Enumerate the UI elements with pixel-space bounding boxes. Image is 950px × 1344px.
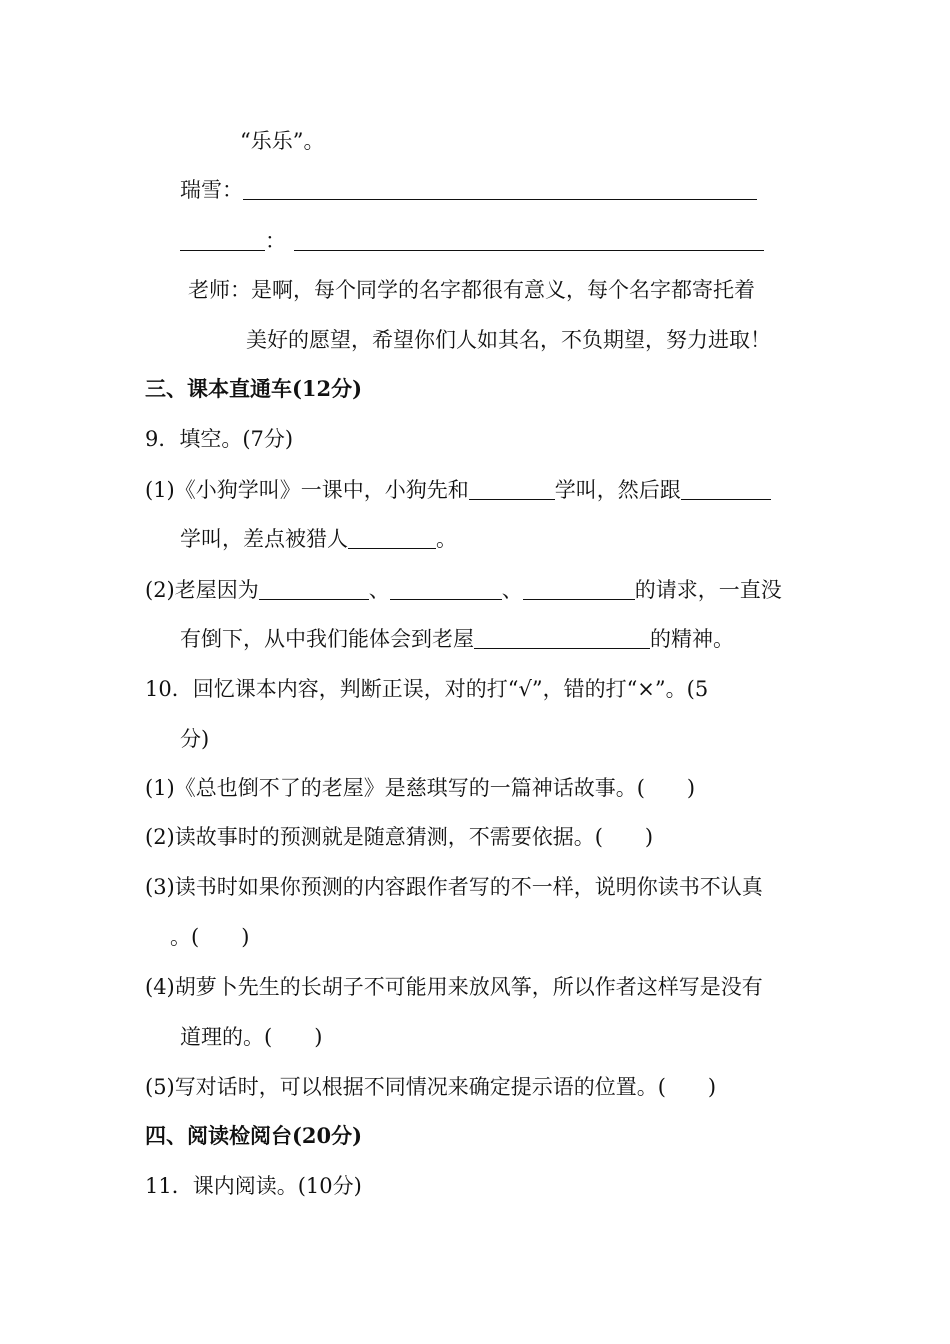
judge-item-5[interactable]: (5)写对话时，可以根据不同情况来确定提示语的位置。( ) [145,1075,717,1099]
text: 的精神。 [650,627,734,651]
q9-part1-line2 [180,524,457,554]
text: (2)老屋因为 [145,578,259,602]
text: 的请求，一直没 [634,578,782,602]
speaker2-line [180,226,764,256]
text: 学叫，然后跟 [554,478,681,502]
speaker-label: 瑞雪： [180,178,243,202]
q9-part2-line2 [180,624,734,654]
colon: ： [265,229,286,253]
fill-blank[interactable] [390,577,502,600]
fill-blank[interactable] [523,577,635,600]
teacher-line-2: 美好的愿望，希望你们人如其名，不负期望，努力进取！ [246,328,771,352]
answer-blank[interactable] [243,177,757,200]
question-10-title: 10．回忆课本内容，判断正误，对的打“√”，错的打“×”。(5 [145,677,709,701]
teacher-line-1: 老师：是啊，每个同学的名字都很有意义，每个名字都寄托着 [188,278,755,302]
speaker-name-blank[interactable] [180,228,265,251]
question-9-title: 9．填空。(7分) [145,427,294,451]
section-heading: 四、阅读检阅台(20分) [145,1123,363,1148]
ruixue-line [180,175,757,205]
answer-blank[interactable] [294,228,764,251]
fill-blank[interactable] [474,626,650,649]
q9-part2-line1 [145,575,782,605]
judge-item-4-cont[interactable]: 道理的。( ) [180,1025,323,1049]
text: (1)《小狗学叫》一课中，小狗先和 [145,478,469,502]
question-10-title-cont: 分) [180,727,210,751]
judge-item-1[interactable]: (1)《总也倒不了的老屋》是慈琪写的一篇神话故事。( ) [145,776,696,800]
text: 、 [368,578,390,602]
fill-blank[interactable] [348,526,436,549]
q9-part1-line1 [145,475,771,505]
judge-item-3-cont[interactable]: 。( ) [170,925,250,949]
text: 。 [436,527,457,551]
section-heading: 三、课本直通车(12分) [145,376,363,401]
fill-blank[interactable] [681,477,771,500]
question-11-title: 11．课内阅读。(10分) [145,1174,362,1198]
text: 、 [501,578,523,602]
text: 有倒下，从中我们能体会到老屋 [180,627,474,651]
fill-blank[interactable] [259,577,369,600]
fill-blank[interactable] [469,477,555,500]
dialogue-continuation: “乐乐”。 [240,129,325,153]
judge-item-3[interactable]: (3)读书时如果你预测的内容跟作者写的不一样，说明你读书不认真 [145,875,763,899]
judge-item-2[interactable]: (2)读故事时的预测就是随意猜测，不需要依据。( ) [145,825,654,849]
text: 学叫，差点被猎人 [180,527,348,551]
judge-item-4[interactable]: (4)胡萝卜先生的长胡子不可能用来放风筝，所以作者这样写是没有 [145,975,763,999]
